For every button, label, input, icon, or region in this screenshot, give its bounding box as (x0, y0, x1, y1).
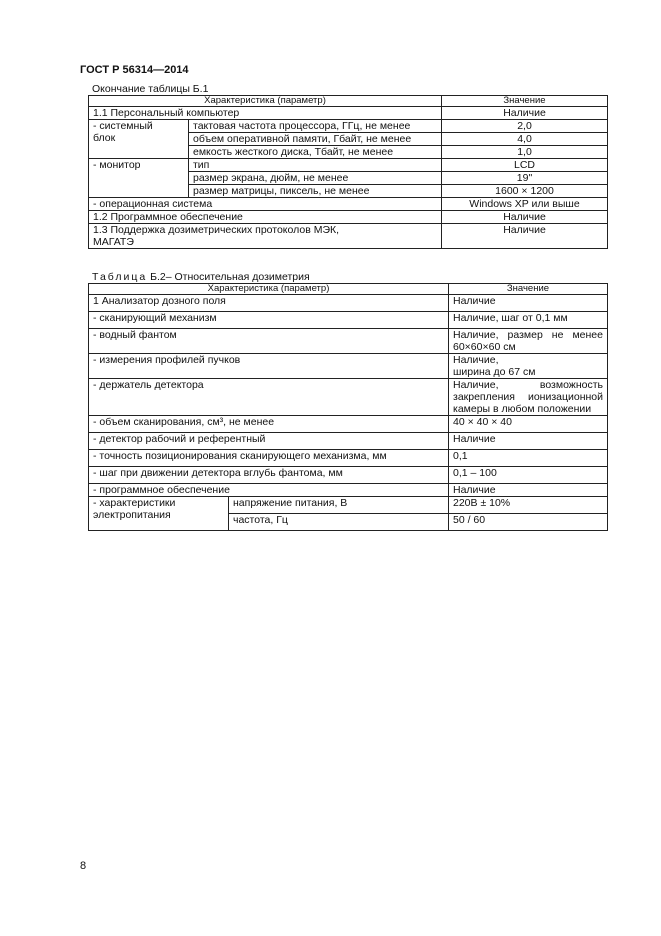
table-row (89, 467, 608, 484)
table-row (89, 354, 608, 379)
row-value: Наличие (442, 224, 608, 249)
row-label: - сканирующий механизм (89, 312, 449, 329)
row-label: размер матрицы, пиксель, не менее (189, 185, 442, 198)
row-value: Наличие (449, 484, 608, 497)
group-label-monitor: - монитор (89, 159, 189, 198)
row-value: Наличие, размер не менее 60×60×60 см (449, 329, 608, 354)
row-value: Наличие, шаг от 0,1 мм (449, 312, 608, 329)
caption-prefix: Таблица (92, 271, 148, 283)
row-label: 1 Анализатор дозного поля (89, 295, 449, 312)
row-value: 0,1 (449, 450, 608, 467)
row-value: 220В ± 10% (449, 497, 608, 514)
table-b2 (88, 283, 608, 531)
table-row (89, 120, 608, 133)
row-value: 4,0 (442, 133, 608, 146)
table-row (89, 484, 608, 497)
row-value: Наличие (442, 211, 608, 224)
group-label-power: - характеристики электропитания (89, 497, 229, 531)
row-value: 2,0 (442, 120, 608, 133)
row-value: Наличие, ширина до 67 см (449, 354, 608, 379)
table-row (89, 379, 608, 416)
group-label-system-unit: - системный блок (89, 120, 189, 159)
row-label: 1.1 Персональный компьютер (89, 107, 442, 120)
row-value: Наличие (442, 107, 608, 120)
table-row (89, 433, 608, 450)
table-b1 (88, 95, 608, 249)
row-label: объем оперативной памяти, Гбайт, не менее (189, 133, 442, 146)
table-row (89, 198, 608, 211)
row-label: напряжение питания, В (229, 497, 449, 514)
row-value: 50 / 60 (449, 514, 608, 531)
table-b1-caption: Окончание таблицы Б.1 (92, 83, 209, 95)
row-label: 1.2 Программное обеспечение (89, 211, 442, 224)
row-label: - объем сканирования, см³, не менее (89, 416, 449, 433)
row-value: Наличие (449, 433, 608, 450)
column-header-parameter: Характеристика (параметр) (89, 284, 449, 295)
row-value: 0,1 – 100 (449, 467, 608, 484)
row-label: - детектор рабочий и референтный (89, 433, 449, 450)
row-label: - измерения профилей пучков (89, 354, 449, 379)
table-row (89, 159, 608, 172)
table-row (89, 312, 608, 329)
row-value: Windows XP или выше (442, 198, 608, 211)
table-row (89, 107, 608, 120)
row-label: - водный фантом (89, 329, 449, 354)
column-header-value: Значение (442, 96, 608, 107)
table-row (89, 224, 608, 249)
document-header: ГОСТ Р 56314—2014 (80, 64, 189, 76)
row-label: - программное обеспечение (89, 484, 449, 497)
row-label: - шаг при движении детектора вглубь фантома, мм (89, 467, 449, 484)
row-value: 1600 × 1200 (442, 185, 608, 198)
row-value: Наличие, возможность закрепления ионизационной камеры в любом положении (449, 379, 608, 416)
table-row (89, 329, 608, 354)
row-label: частота, Гц (229, 514, 449, 531)
row-value: LCD (442, 159, 608, 172)
row-label: тактовая частота процессора, ГГц, не менее (189, 120, 442, 133)
table-row (89, 295, 608, 312)
row-label: - держатель детектора (89, 379, 449, 416)
table-b2-caption (92, 271, 310, 283)
row-value: 19" (442, 172, 608, 185)
page-number: 8 (80, 860, 87, 872)
table-row (89, 450, 608, 467)
table-row (89, 416, 608, 433)
row-label: 1.3 Поддержка дозиметрических протоколов МЭК, МАГАТЭ (89, 224, 442, 249)
row-label: - точность позиционирования сканирующего механизма, мм (89, 450, 449, 467)
row-value: 1,0 (442, 146, 608, 159)
row-label: тип (189, 159, 442, 172)
row-label: размер экрана, дюйм, не менее (189, 172, 442, 185)
column-header-parameter: Характеристика (параметр) (89, 96, 442, 107)
table-row (89, 497, 608, 514)
caption-title: Б.2– Относительная дозиметрия (147, 271, 310, 283)
column-header-value: Значение (449, 284, 608, 295)
table-row (89, 211, 608, 224)
row-value: Наличие (449, 295, 608, 312)
row-label: - операционная система (89, 198, 442, 211)
row-label: емкость жесткого диска, Тбайт, не менее (189, 146, 442, 159)
row-value: 40 × 40 × 40 (449, 416, 608, 433)
